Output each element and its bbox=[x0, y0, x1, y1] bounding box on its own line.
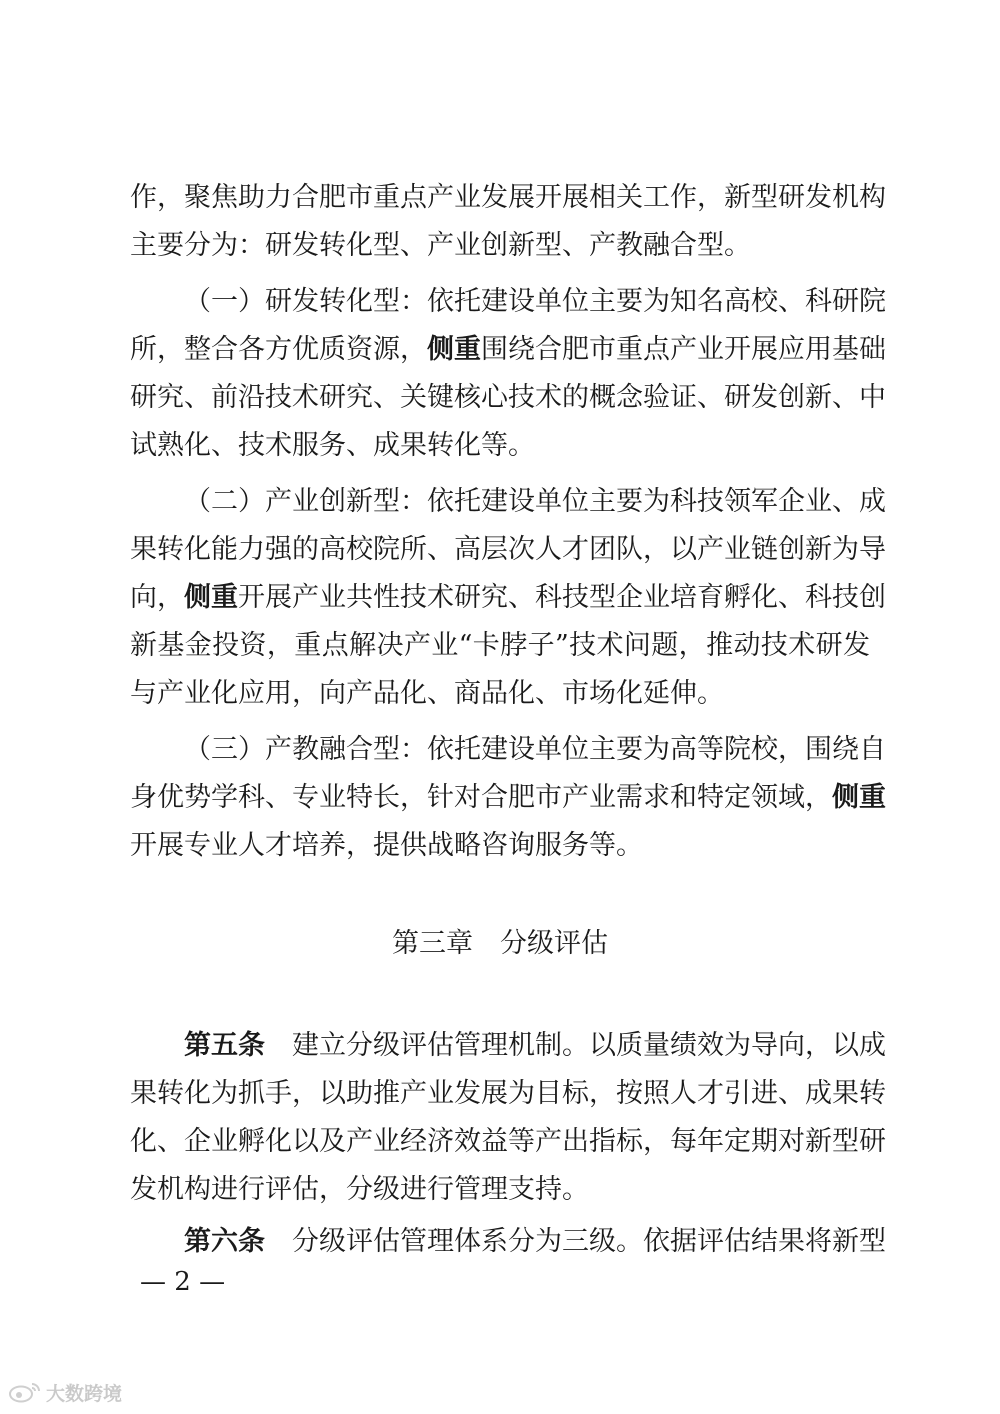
text-run: 围绕合肥市重点产业开展应用基础 bbox=[481, 334, 886, 365]
text-run: 向， bbox=[130, 582, 184, 613]
text-run: 开展产业共性技术研究、科技型企业培育孵化、科技创 bbox=[238, 582, 886, 613]
article-line bbox=[184, 1218, 886, 1266]
text-run: 分级评估管理体系分为三级。依据评估结果将新型 bbox=[292, 1226, 886, 1257]
paragraph-line bbox=[130, 574, 886, 622]
paragraph-line: （三）产教融合型：依托建设单位主要为高等院校，围绕自 bbox=[184, 734, 886, 765]
paragraph-line: 新基金投资，重点解决产业“卡脖子”技术问题，推动技术研发 bbox=[130, 630, 870, 661]
text-run: 所，整合各方优质资源， bbox=[130, 334, 427, 365]
paragraph-line: 作，聚焦助力合肥市重点产业发展开展相关工作，新型研发机构 bbox=[130, 182, 886, 213]
chapter-heading: 第三章 分级评估 bbox=[392, 928, 608, 959]
paragraph-line: 试熟化、技术服务、成果转化等。 bbox=[130, 430, 535, 461]
watermark bbox=[8, 1378, 122, 1406]
article-label: 第六条 bbox=[184, 1226, 265, 1257]
weibo-icon bbox=[8, 1381, 42, 1403]
paragraph-line: （一）研发转化型：依托建设单位主要为知名高校、科研院 bbox=[184, 286, 886, 317]
paragraph-line: 开展专业人才培养，提供战略咨询服务等。 bbox=[130, 830, 643, 861]
emphasis-text: 侧重 bbox=[184, 582, 238, 613]
paragraph-line: 果转化能力强的高校院所、高层次人才团队，以产业链创新为导 bbox=[130, 534, 886, 565]
paragraph-line: （二）产业创新型：依托建设单位主要为科技领军企业、成 bbox=[184, 486, 886, 517]
paragraph-line bbox=[130, 774, 886, 822]
text-run: 身优势学科、专业特长，针对合肥市产业需求和特定领域， bbox=[130, 782, 832, 813]
article-label: 第五条 bbox=[184, 1030, 265, 1061]
paragraph-line: 主要分为：研发转化型、产业创新型、产教融合型。 bbox=[130, 230, 751, 261]
paragraph-line: 果转化为抓手，以助推产业发展为目标，按照人才引进、成果转 bbox=[130, 1078, 886, 1109]
paragraph-line: 与产业化应用，向产品化、商品化、市场化延伸。 bbox=[130, 678, 724, 709]
paragraph-line bbox=[130, 326, 886, 374]
paragraph-line: 发机构进行评估，分级进行管理支持。 bbox=[130, 1174, 589, 1205]
paragraph-line: 化、企业孵化以及产业经济效益等产出指标，每年定期对新型研 bbox=[130, 1126, 886, 1157]
emphasis-text: 侧重 bbox=[427, 334, 481, 365]
watermark-text: 大数跨境 bbox=[46, 1382, 123, 1405]
page-number: — 2 — bbox=[140, 1267, 226, 1297]
article-line bbox=[184, 1022, 886, 1070]
text-run: 建立分级评估管理机制。以质量绩效为导向，以成 bbox=[292, 1030, 886, 1061]
emphasis-text: 侧重 bbox=[832, 782, 886, 813]
paragraph-line: 研究、前沿技术研究、关键核心技术的概念验证、研发创新、中 bbox=[130, 382, 886, 413]
